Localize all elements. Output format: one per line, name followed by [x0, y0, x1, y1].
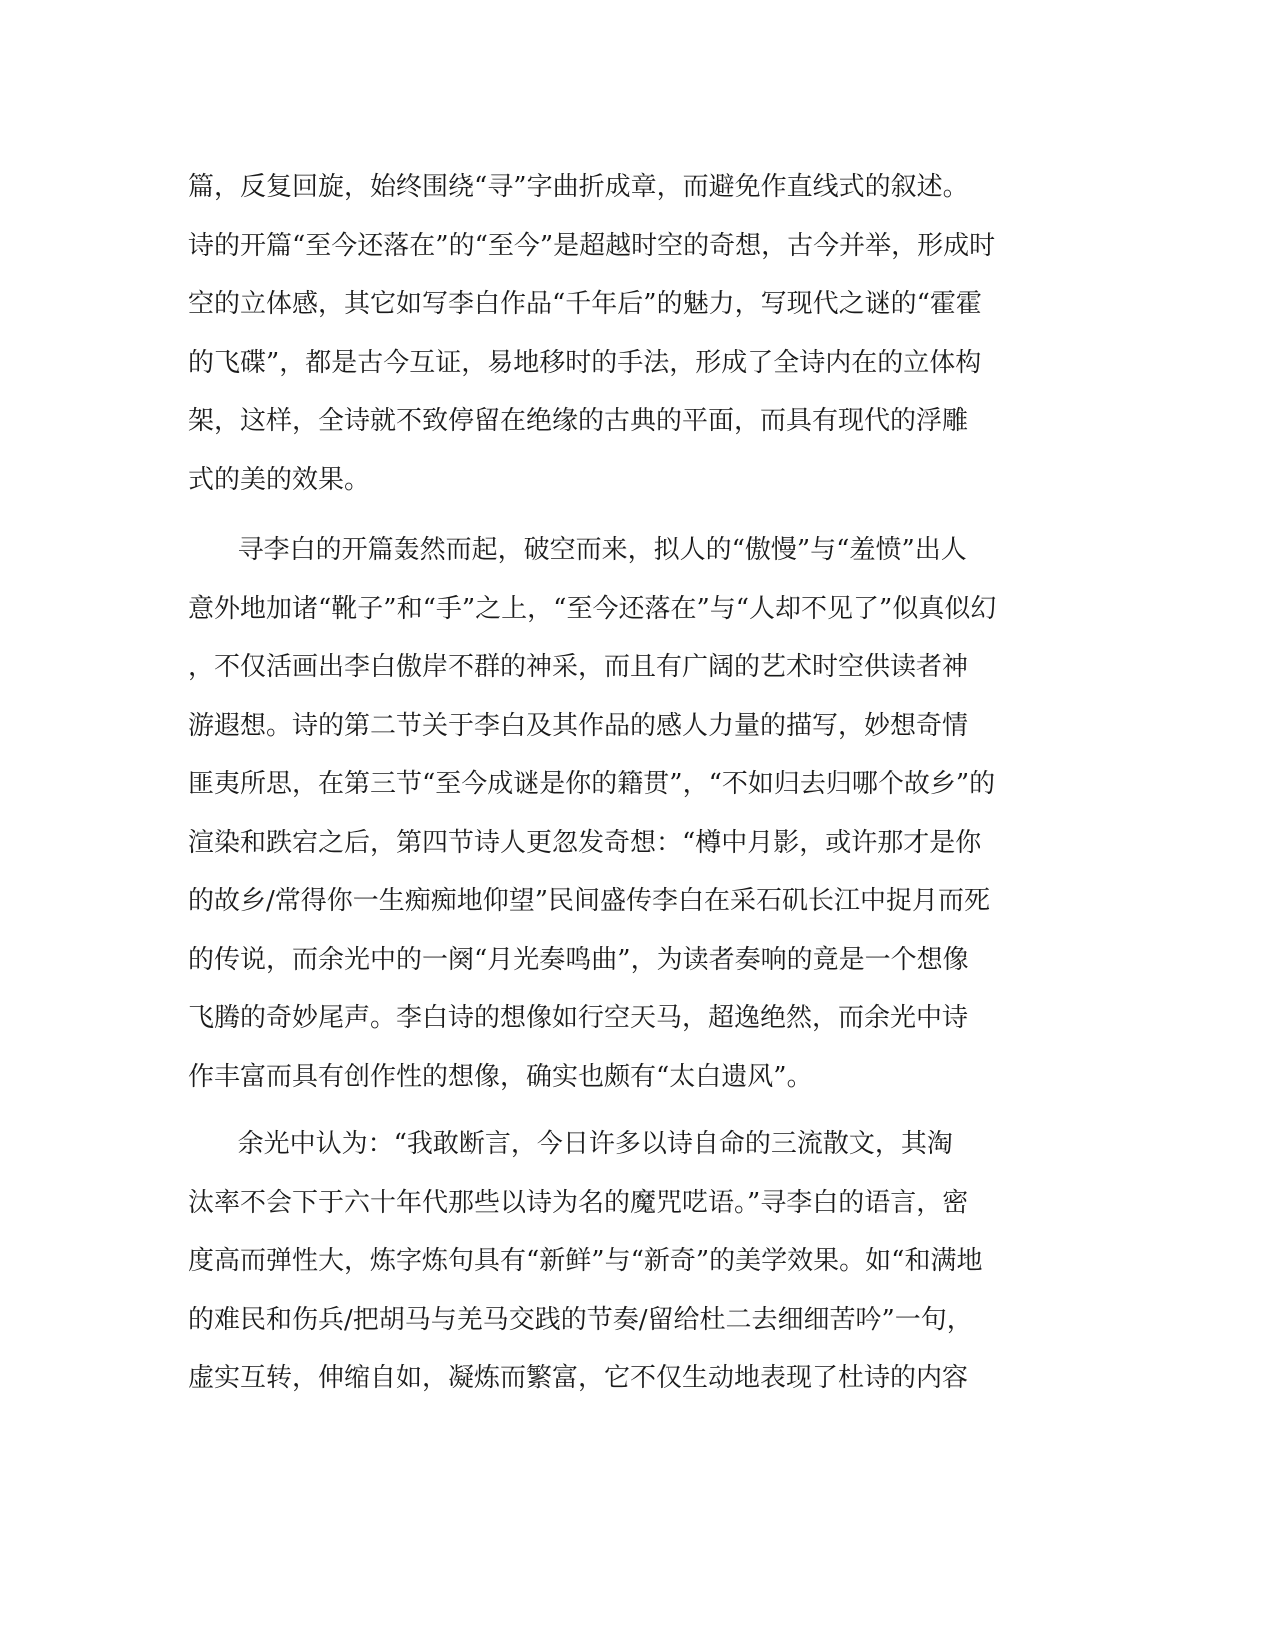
text-line: 的飞碟”，都是古今互证，易地移时的手法，形成了全诗内在的立体构	[188, 347, 982, 378]
text-line: 匪夷所思，在第三节“至今成谜是你的籍贯”，“不如归去归哪个故乡”的	[188, 769, 996, 799]
text-line: ，不仅活画出李白傲岸不群的神采，而且有广阔的艺术时空供读者神	[188, 652, 969, 682]
text-line: 意外地加诸“靴子”和“手”之上，“至今还落在”与“人却不见了”似真似幻	[188, 593, 997, 624]
text-line: 虚实互转，伸缩自如，凝炼而繁富，它不仅生动地表现了杜诗的内容	[188, 1363, 969, 1393]
text-line: 游遐想。诗的第二节关于李白及其作品的感人力量的描写，妙想奇情	[188, 710, 969, 741]
text-line: 飞腾的奇妙尾声。李白诗的想像如行空天马，超逸绝然，而余光中诗	[188, 1003, 969, 1033]
text-line: 作丰富而具有创作性的想像，确实也颇有“太白遗风”。	[188, 1061, 813, 1092]
text-line: 余光中认为：“我敢断言，今日许多以诗自命的三流散文，其淘	[188, 1129, 953, 1159]
text-line: 度高而弹性大，炼字炼句具有“新鲜”与“新奇”的美学效果。如“和满地	[188, 1246, 983, 1276]
text-line: 的难民和伤兵/把胡马与羌马交践的节奏/留给杜二去细细苦吟”一句，	[188, 1304, 973, 1335]
text-line: 的故乡/常得你一生痴痴地仰望”民间盛传李白在采石矶长江中捉月而死	[188, 886, 991, 916]
text-line: 空的立体感，其它如写李白作品“千年后”的魅力，写现代之谜的“霍霍	[188, 289, 982, 319]
text-line: 篇，反复回旋，始终围绕“寻”字曲折成章，而避免作直线式的叙述。	[188, 172, 969, 202]
text-line: 的传说，而余光中的一阕“月光奏鸣曲”，为读者奏响的竟是一个想像	[188, 944, 969, 975]
paragraph-3	[188, 1115, 1088, 1408]
text-line: 架，这样，全诗就不致停留在绝缘的古典的平面，而具有现代的浮雕	[188, 406, 969, 436]
text-line: 式的美的效果。	[188, 464, 371, 495]
text-line: 寻李白的开篇轰然而起，破空而来，拟人的“傲慢”与“羞愤”出人	[188, 535, 967, 565]
paragraph-1	[188, 158, 1088, 509]
paragraph-2	[188, 521, 1088, 1106]
text-line: 汰率不会下于六十年代那些以诗为名的魔咒呓语。”寻李白的语言，密	[188, 1187, 969, 1218]
text-line: 渲染和跌宕之后，第四节诗人更忽发奇想：“樽中月影，或许那才是你	[188, 827, 982, 858]
text-line: 诗的开篇“至今还落在”的“至今”是超越时空的奇想，古今并举，形成时	[188, 230, 996, 261]
